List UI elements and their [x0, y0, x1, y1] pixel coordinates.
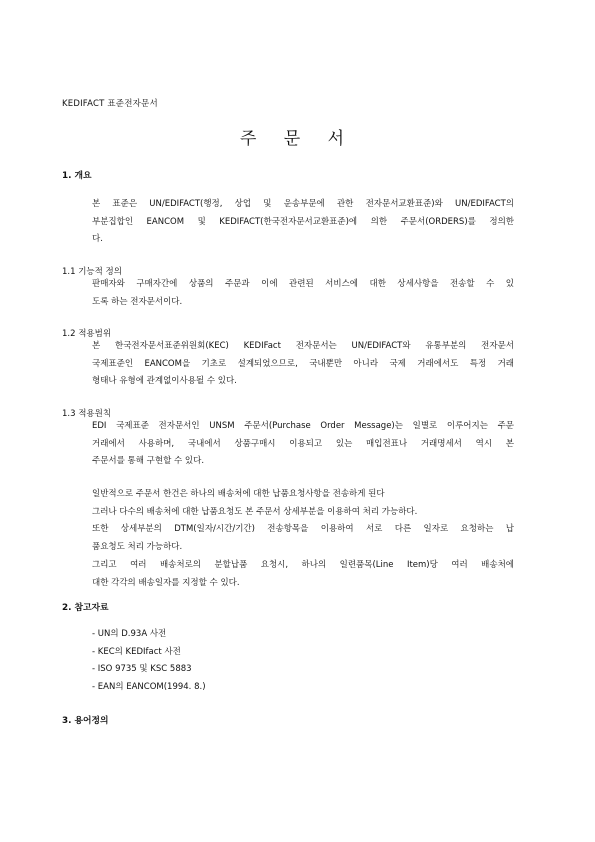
- text-line: 국제표준인 EANCOM을 기초로 설계되었으므로, 국내뿐만 아니라 국제 거래에서도 특정 거래: [92, 358, 514, 369]
- text-line: 그리고 여러 배송처로의 분할납품 요청시, 하나의 일련품목(Line Item)당 여러 배송처에: [92, 559, 514, 570]
- section-2-heading: 2. 참고자료: [62, 603, 109, 613]
- section-1-3-body-a: [92, 418, 514, 471]
- text-line: 본 한국전자문서표준위원회(KEC) KEDIFact 전자문서는 UN/EDIFACT와 유통부분의 전자문서: [92, 341, 514, 351]
- section-1-2-heading: 1.2 적용범위: [62, 329, 112, 339]
- text-line: 대한 각각의 배송일자를 지정할 수 있다.: [92, 577, 240, 588]
- text-line: EDI 국제표준 전자문서인 UNSM 주문서(Purchase Order Message)는 일별로 이루어지는 주문: [92, 421, 514, 431]
- list-item: - ISO 9735 및 KSC 5883: [92, 664, 192, 674]
- reference-list: [92, 626, 206, 696]
- text-line: 부분집합인 EANCOM 및 KEDIFACT(한국전자문서교환표준)에 의한 주문서(ORDERS)를 정의한: [92, 216, 514, 227]
- text-line: 다.: [92, 234, 103, 245]
- text-line: 본 표준은 UN/EDIFACT(행정, 상업 및 운송부문에 관한 전자문서교환표준)와 UN/EDIFACT의: [92, 199, 514, 209]
- document-title: 주 문 서: [239, 129, 356, 149]
- list-item: - KEC의 KEDIfact 사전: [92, 646, 181, 657]
- text-line: 형태나 유형에 관계없이사용될 수 있다.: [92, 376, 237, 387]
- section-1-heading: 1. 개요: [62, 171, 92, 181]
- section-1-3-body-b: [92, 486, 514, 592]
- text-line: 주문서를 통해 구현할 수 있다.: [92, 456, 205, 467]
- section-3-heading: 3. 용어정의: [62, 716, 109, 726]
- section-1-1-heading: 1.1 기능적 정의: [62, 267, 122, 277]
- text-line: 일반적으로 주문서 한건은 하나의 배송처에 대한 납품요청사항을 전송하게 된다: [92, 489, 385, 499]
- text-line: 또한 상세부분의 DTM(일자/시간/기간) 전송항목을 이용하여 서로 다른 일자로 요청하는 납: [92, 524, 514, 535]
- document-header-label: KEDIFACT 표준전자문서: [62, 99, 158, 109]
- text-line: 거래에서 사용하며, 국내에서 상품구매시 이용되고 있는 매입전표나 거래명세서 역시 본: [92, 438, 514, 449]
- list-item: - EAN의 EANCOM(1994. 8.): [92, 681, 206, 692]
- section-1-intro: [92, 196, 514, 249]
- text-line: 품요청도 처리 가능하다.: [92, 542, 183, 553]
- section-1-2-body: [92, 338, 514, 391]
- text-line: 도록 하는 전자문서이다.: [92, 296, 183, 307]
- text-line: 그러나 다수의 배송처에 대한 납품요청도 본 주문서 상세부분을 이용하여 처리 가능하다.: [92, 506, 418, 517]
- section-1-1-body: [92, 276, 514, 311]
- list-item: - UN의 D.93A 사전: [92, 629, 167, 639]
- section-1-3-heading: 1.3 적용원칙: [62, 409, 112, 419]
- text-line: 판매자와 구매자간에 상품의 주문과 이에 관련된 서비스에 대한 상세사항을 전송할 수 있: [92, 279, 514, 289]
